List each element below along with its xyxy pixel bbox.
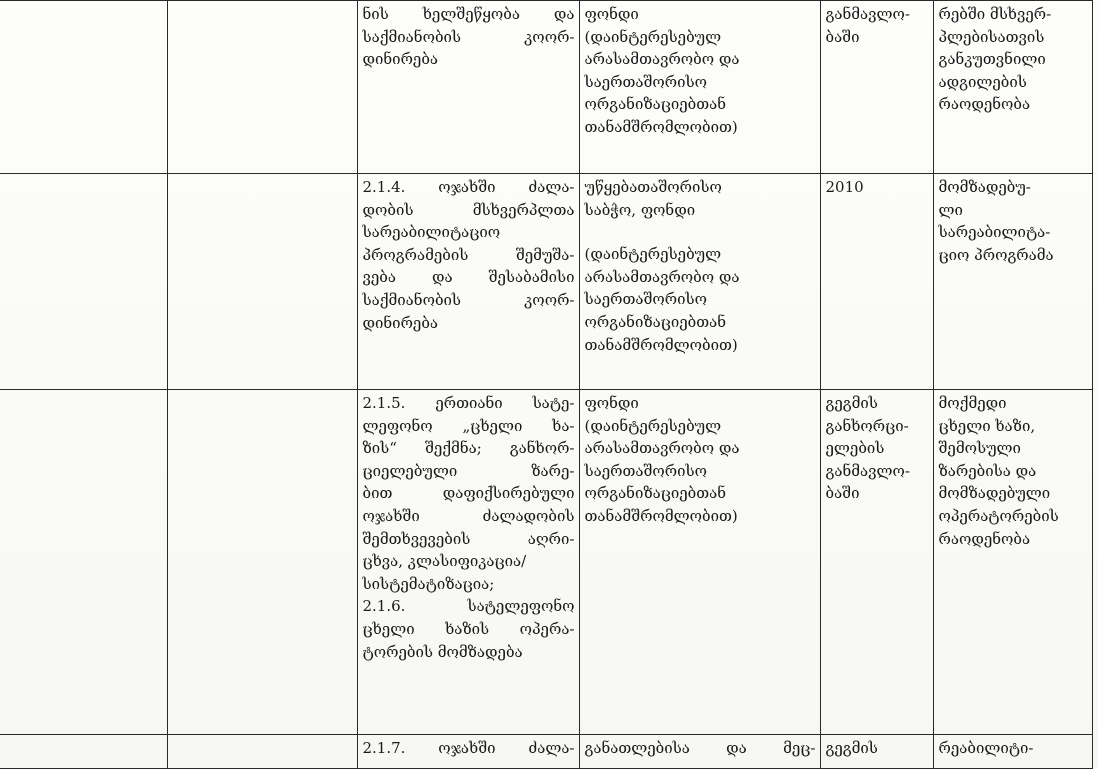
text-line: ტორების მომზადება: [362, 642, 523, 661]
text-line: ოჯახში ძალადობის: [362, 506, 575, 525]
text-line: მომზადებუ-: [938, 178, 1031, 196]
text-line: რებში მსხვერ-: [938, 5, 1052, 23]
timeframe-cell: [820, 735, 933, 769]
text-line: საერთაშორისო: [584, 461, 708, 480]
spacer: [585, 221, 816, 243]
text-line: 2010: [825, 178, 864, 196]
activity-cell: [357, 735, 579, 769]
text-line: ორგანიზაციებთან: [584, 95, 727, 114]
text-line: სარეაბილიტა-: [938, 223, 1051, 242]
empty-cell: [0, 735, 167, 769]
table-row: [0, 390, 1092, 735]
text-line: მოქმედი: [938, 394, 1007, 412]
text-line: არასამთავრობო და: [584, 50, 740, 69]
text-line: გეგმის: [825, 739, 878, 757]
text-line: ელების: [825, 439, 885, 458]
empty-cell: [167, 390, 357, 735]
text-line: არასამთავრობო და: [584, 267, 740, 286]
text-line: ლი: [938, 200, 963, 219]
text-line: 2.1.4. ოჯახში ძალა-: [362, 178, 575, 196]
text-line: 2.1.7. ოჯახში ძალა-: [362, 739, 575, 757]
text-line: განმავლო-: [825, 461, 910, 480]
text-line: ოპერატორების: [938, 506, 1059, 525]
activity-cell: [357, 390, 579, 735]
responsible-cell: [579, 1, 820, 174]
text-line: ცხელი ხაზი,: [938, 416, 1036, 435]
activity-cell: [357, 174, 579, 390]
empty-cell: [0, 390, 167, 735]
text-line: გეგმის: [825, 394, 878, 412]
text-line: ნის ხელშეწყობა და: [362, 5, 575, 23]
text-line: განათლებისა და მეც-: [584, 739, 816, 757]
timeframe-cell: [820, 1, 933, 174]
text-line: უწყებათაშორისო: [584, 178, 722, 196]
text-line: ფონდი: [584, 394, 639, 412]
text-line: განკუთვნილი: [938, 50, 1046, 69]
text-line: საქმიანობის კოორ-: [362, 27, 575, 46]
text-line: რეაბილიტი-: [938, 739, 1034, 757]
text-line: ბით დაფიქსირებული: [362, 484, 575, 503]
text-line: (დაინტერესებულ: [584, 416, 722, 435]
empty-cell: [167, 174, 357, 390]
text-line: ზის“ შექმნა; განხორ-: [362, 439, 575, 458]
responsible-cell: [579, 390, 820, 735]
text-line: ორგანიზაციებთან: [584, 312, 727, 331]
responsible-cell: [579, 735, 820, 769]
text-line: ცხელი ხაზის ოპერა-: [362, 619, 575, 638]
text-line: განხორცი-: [825, 416, 909, 435]
empty-cell: [0, 174, 167, 390]
text-line: თანამშრომლობით): [584, 117, 738, 136]
text-line: პროგრამების შემუშა-: [362, 245, 575, 264]
text-line: ბაში: [825, 484, 860, 503]
table-row: [0, 735, 1092, 769]
text-line: ვება და შესაბამისი: [362, 268, 575, 287]
table-row: [0, 174, 1092, 390]
text-line: შემოსული: [938, 439, 1021, 458]
text-line: შემთხვევების აღრი-: [362, 529, 575, 548]
text-line: ბაში: [825, 27, 860, 46]
indicator-cell: [933, 1, 1092, 174]
empty-cell: [167, 735, 357, 769]
indicator-cell: [933, 735, 1092, 769]
text-line: დინირება: [362, 313, 439, 332]
text-line: თანამშრომლობით): [584, 506, 738, 525]
text-line: საქმიანობის კოორ-: [362, 290, 575, 309]
text-line: (დაინტერესებულ: [584, 27, 722, 46]
text-line: ფონდი: [584, 5, 639, 23]
text-line: ცხვა, კლასიფიკაცია/: [362, 552, 527, 571]
text-line: (დაინტერესებულ: [584, 245, 722, 264]
empty-cell: [167, 1, 357, 174]
text-line: სისტემატიზაცია;: [362, 574, 495, 593]
empty-cell: [0, 1, 167, 174]
text-line: ციელებული ზარე-: [362, 461, 575, 480]
timeframe-cell: [820, 174, 933, 390]
text-line: ზარებისა და: [938, 461, 1037, 480]
text-line: დინირება: [362, 50, 439, 69]
activity-cell: [357, 1, 579, 174]
text-line: საერთაშორისო: [584, 72, 708, 91]
text-line: არასამთავრობო და: [584, 439, 740, 458]
text-line: პლებისათვის: [938, 27, 1045, 46]
text-line: 2.1.6. სატელეფონო: [362, 597, 575, 616]
text-line: განმავლო-: [825, 5, 910, 23]
text-line: ორგანიზაციებთან: [584, 484, 727, 503]
indicator-cell: [933, 390, 1092, 735]
timeframe-cell: [820, 390, 933, 735]
table-row: [0, 1, 1092, 174]
text-line: მომზადებული: [938, 484, 1051, 503]
text-line: დობის მსხვერპლთა: [362, 200, 575, 219]
text-line: თანამშრომლობით): [584, 335, 738, 354]
text-line: 2.1.5. ერთიანი სატე-: [362, 394, 575, 412]
text-line: რაოდენობა: [938, 95, 1031, 114]
text-line: რაოდენობა: [938, 529, 1031, 548]
text-line: ადგილების: [938, 72, 1027, 91]
text-line: საბჭო, ფონდი: [584, 200, 696, 219]
text-line: საერთაშორისო: [584, 290, 708, 309]
text-line: ლეფონო „ცხელი ხა-: [362, 416, 575, 435]
indicator-cell: [933, 174, 1092, 390]
text-line: სარეაბილიტაციო: [362, 223, 501, 242]
text-line: ციო პროგრამა: [938, 245, 1054, 264]
responsible-cell: [579, 174, 820, 390]
